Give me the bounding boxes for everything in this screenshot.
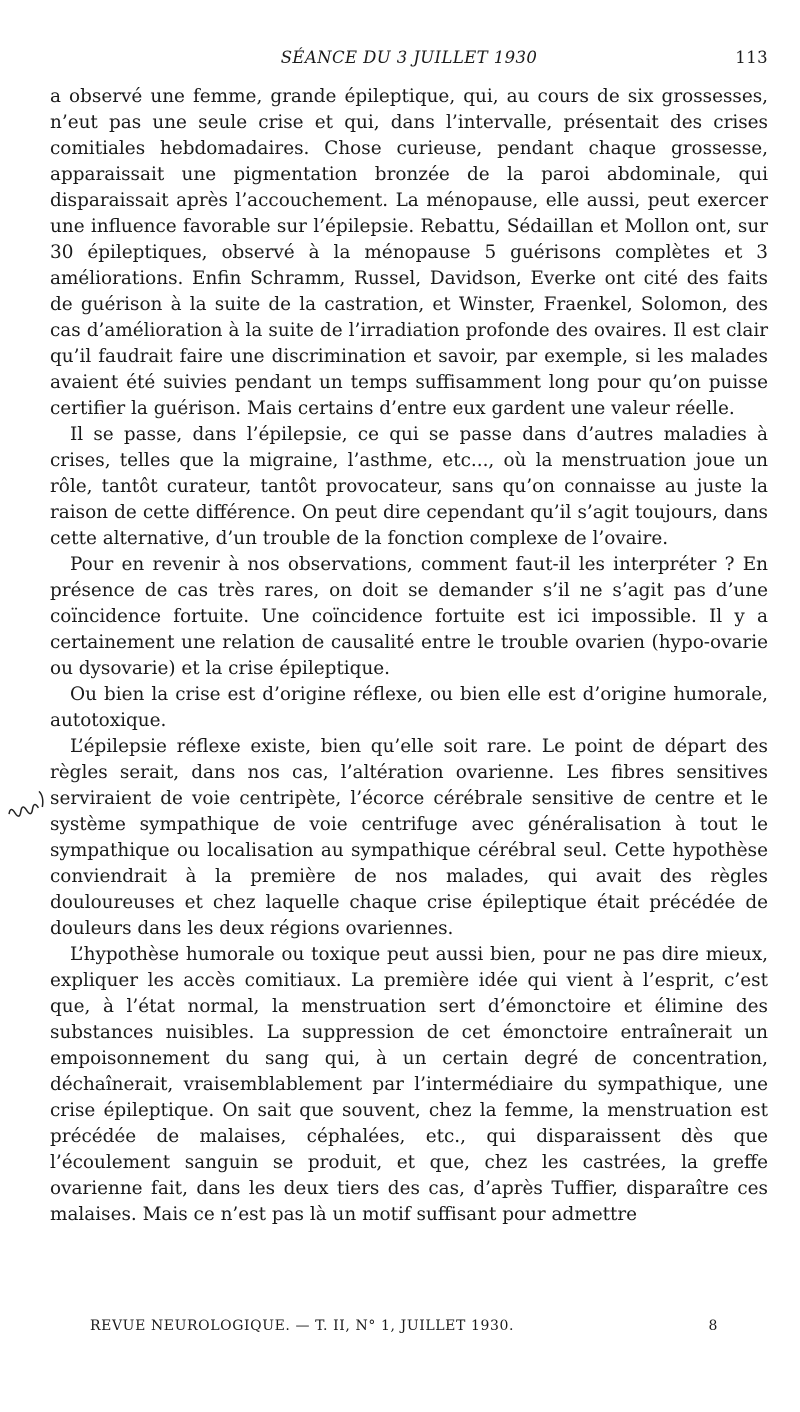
page-footer	[90, 1318, 718, 1338]
paragraph-menstruation-role: Il se passe, dans l’épilepsie, ce qui se passe dans d’autres maladies à crises, telles que la migraine, l’asthme, etc..., où la menstruation joue un rôle, tantôt curateur, tantôt provocateur, sans qu’on connaisse au juste la raison de cette différence. On peut dire cependant qu’il s’agit toujours, dans cette alternative, d’un trouble de la fonction complexe de l’ovaire.	[50, 424, 768, 549]
running-head	[50, 48, 768, 70]
footer-signature-mark: 8	[708, 1318, 718, 1334]
paragraph-interpretation: Pour en revenir à nos observations, comment faut-il les interpréter ? En présence de cas très rares, on doit se demander s’il ne s’agit pas d’une coïncidence fortuite. Une coïncidence fortuite est ici impossible. Il y a certainement une relation de causalité entre le trouble ovarien (hypo-ovarie ou dysovarie) et la crise épileptique.	[50, 554, 768, 679]
body-text	[50, 84, 768, 1228]
paragraph-humoral-hypothesis: L’hypothèse humorale ou toxique peut aussi bien, pour ne pas dire mieux, expliquer les accès comitiaux. La première idée qui vient à l’esprit, c’est que, à l’état normal, la menstruation sert d’émonctoire et élimine des substances nuisibles. La suppression de cet émonctoire entraînerait un empoisonnement du sang qui, à un certain degré de concentration, déchaînerait, vraisemblablement par l’intermédiaire du sympathique, une crise épileptique. On sait que souvent, chez la femme, la menstruation est précédée de malaises, céphalées, etc., qui disparaissent dès que l’écoulement sanguin se produit, et que, chez les castrées, la greffe ovarienne fait, dans les deux tiers des cas, d’après Tuffier, disparaître ces malaises. Mais ce n’est pas là un motif suffisant pour admettre	[50, 944, 768, 1225]
paragraph-origin-alternative: Ou bien la crise est d’origine réflexe, ou bien elle est d’origine humorale, autotoxique.	[50, 684, 768, 731]
handwritten-margin-note	[3, 786, 53, 828]
page-number: 113	[735, 48, 768, 67]
running-title: SÉANCE DU 3 JUILLET 1930	[280, 48, 538, 67]
paragraph-continuation: a observé une femme, grande épileptique, qui, au cours de six grossesses, n’eut pas une seule crise et qui, dans l’intervalle, présentait des crises comitiales hebdomadaires. Chose curieuse, pendant chaque grossesse, apparaissait une pigmentation bronzée de la paroi abdominale, qui disparaissait après l’accouchement. La ménopause, elle aussi, peut exercer une influence favorable sur l’épilepsie. Rebattu, Sédaillan et Mollon ont, sur 30 épileptiques, observé à la ménopause 5 guérisons complètes et 3 améliorations. Enfin Schramm, Russel, Davidson, Everke ont cité des faits de guérison à la suite de la castration, et Winster, Fraenkel, Solomon, des cas d’amélioration à la suite de l’irradiation profonde des ovaires. Il est clair qu’il faudrait faire une discrimination et savoir, par exemple, si les malades avaient été suivies pendant un temps suffisamment long pour qu’on puisse certifier la guérison. Mais certains d’entre eux gardent une valeur réelle.	[50, 86, 768, 419]
paragraph-reflex-epilepsy: L’épilepsie réflexe existe, bien qu’elle soit rare. Le point de départ des règles serait, dans nos cas, l’altération ovarienne. Les fibres sensitives serviraient de voie centripète, l’écorce cérébrale sensitive de centre et le système sympathique de voie centrifuge avec généralisation à tout le sympathique ou localisation au sympathique cérébral seul. Cette hypothèse conviendrait à la première de nos malades, qui avait des règles douloureuses et chez laquelle chaque crise épileptique était précédée de douleurs dans les deux régions ovariennes.	[50, 736, 768, 939]
margin-squiggle-icon	[3, 786, 52, 824]
footer-journal-citation: REVUE NEUROLOGIQUE. — T. II, N° 1, JUILLET 1930.	[90, 1318, 515, 1334]
